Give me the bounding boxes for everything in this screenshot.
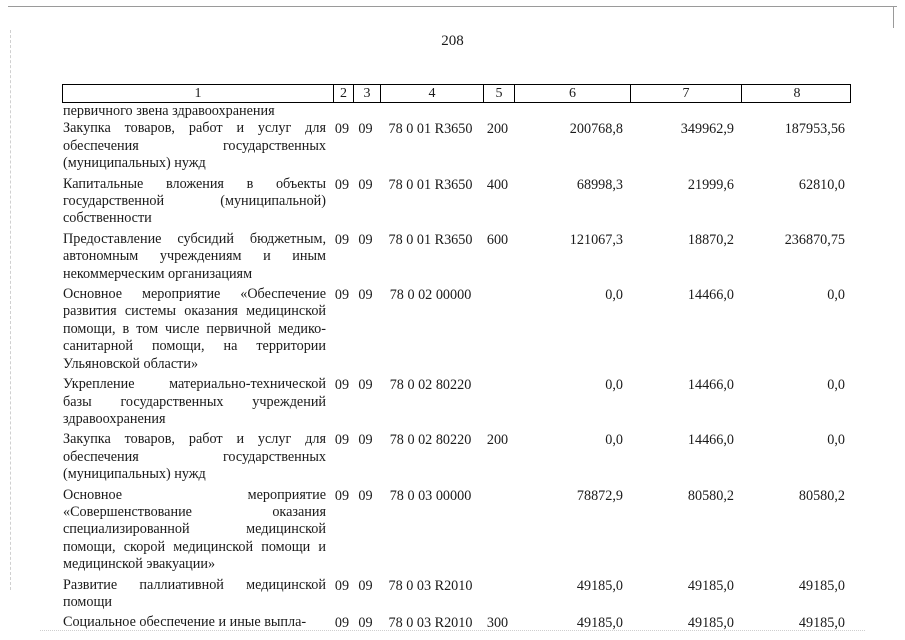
row-col-6: 200768,8 bbox=[569, 121, 623, 138]
scan-edge-top bbox=[8, 6, 897, 7]
budget-table bbox=[62, 84, 851, 633]
row-col-8: 62810,0 bbox=[798, 176, 845, 193]
header-col-5: 5 bbox=[483, 85, 514, 102]
row-col-2: 09 bbox=[334, 615, 350, 632]
row-col-2: 09 bbox=[334, 577, 350, 594]
row-col-7: 14466,0 bbox=[687, 287, 734, 304]
row-col-2 bbox=[332, 103, 352, 120]
row-col-5: 400 bbox=[486, 176, 509, 193]
scan-edge-bottom bbox=[40, 630, 865, 631]
table-row bbox=[62, 376, 851, 428]
row-col-6: 0,0 bbox=[605, 432, 623, 449]
row-col-5 bbox=[482, 286, 513, 373]
row-name: Развитие паллиативной медицинской помощи bbox=[63, 576, 326, 610]
row-col-2: 09 bbox=[334, 231, 350, 248]
row-col-6: 121067,3 bbox=[569, 231, 623, 248]
row-col-7: 49185,0 bbox=[687, 615, 734, 632]
row-col-2: 09 bbox=[334, 432, 350, 449]
row-col-4: 78 0 01 R3650 bbox=[388, 176, 473, 193]
row-col-4: 78 0 01 R3650 bbox=[388, 121, 473, 138]
row-col-6: 68998,3 bbox=[576, 176, 623, 193]
row-name: Закупка товаров, работ и услуг для обеспечения государственных (муниципальных) нужд bbox=[63, 431, 326, 483]
row-col-4: 78 0 02 80220 bbox=[389, 432, 472, 449]
row-col-5: 300 bbox=[486, 615, 509, 632]
row-col-5 bbox=[482, 577, 513, 612]
row-col-2: 09 bbox=[334, 287, 350, 304]
row-col-2: 09 bbox=[334, 487, 350, 504]
row-col-5: 200 bbox=[486, 121, 509, 138]
row-name: Социальное обеспечение и иные выпла- bbox=[63, 614, 307, 631]
row-col-4: 78 0 02 80220 bbox=[389, 377, 472, 394]
table-row bbox=[62, 487, 851, 574]
row-col-8: 80580,2 bbox=[798, 487, 845, 504]
table-row bbox=[62, 120, 851, 172]
row-col-3 bbox=[352, 103, 379, 120]
header-col-7: 7 bbox=[630, 85, 741, 102]
header-col-2: 2 bbox=[333, 85, 353, 102]
row-col-4 bbox=[379, 103, 482, 120]
table-row bbox=[62, 577, 851, 612]
row-col-2: 09 bbox=[334, 176, 350, 193]
scan-edge-left bbox=[10, 30, 11, 590]
row-col-8 bbox=[740, 103, 851, 120]
row-col-2: 09 bbox=[334, 121, 350, 138]
row-col-3: 09 bbox=[358, 615, 373, 632]
row-col-7: 14466,0 bbox=[687, 432, 734, 449]
row-col-3: 09 bbox=[358, 287, 373, 304]
row-col-3: 09 bbox=[358, 377, 373, 394]
row-name: Основное мероприятие «Обеспечение развития системы оказания медицинской помощи, в том числе первичной медико-санитарной помощи, на территории Ульяновской области» bbox=[63, 286, 326, 372]
table-row bbox=[62, 103, 851, 120]
row-col-7: 49185,0 bbox=[687, 577, 734, 594]
row-col-8: 0,0 bbox=[827, 432, 845, 449]
row-name: Закупка товаров, работ и услуг для обеспечения государственных (муниципальных) нужд bbox=[63, 120, 326, 172]
table-row bbox=[62, 231, 851, 283]
header-col-3: 3 bbox=[353, 85, 380, 102]
row-name: Основное мероприятие «Совершенствование оказания специализированной медицинской помощи, скорой медицинской помощи и медицинской эвакуации» bbox=[63, 486, 326, 573]
row-col-6: 49185,0 bbox=[576, 615, 623, 632]
row-col-5 bbox=[482, 487, 513, 574]
table-row bbox=[62, 431, 851, 483]
row-col-8: 49185,0 bbox=[798, 577, 845, 594]
table-header bbox=[62, 84, 851, 103]
table-row bbox=[62, 176, 851, 228]
row-col-7: 80580,2 bbox=[687, 487, 734, 504]
table-body bbox=[62, 103, 851, 633]
row-col-7: 18870,2 bbox=[687, 231, 734, 248]
row-col-5 bbox=[482, 376, 513, 428]
row-name: Капитальные вложения в объекты государственной (муниципальной) собственности bbox=[63, 175, 326, 227]
scan-edge-right bbox=[893, 6, 894, 28]
row-col-6: 78872,9 bbox=[576, 487, 623, 504]
row-col-4: 78 0 03 00000 bbox=[389, 487, 472, 504]
row-col-7 bbox=[629, 103, 740, 120]
row-col-7: 14466,0 bbox=[687, 377, 734, 394]
row-col-6: 49185,0 bbox=[576, 577, 623, 594]
row-col-6: 0,0 bbox=[605, 377, 623, 394]
row-col-6: 0,0 bbox=[605, 287, 623, 304]
row-col-5: 200 bbox=[486, 432, 509, 449]
row-col-3: 09 bbox=[358, 176, 373, 193]
row-col-7: 21999,6 bbox=[687, 176, 734, 193]
header-col-6: 6 bbox=[514, 85, 630, 102]
row-name: первичного звена здравоохранения bbox=[63, 103, 275, 119]
row-col-6 bbox=[513, 103, 629, 120]
table-row bbox=[62, 286, 851, 373]
row-name: Укрепление материально-технической базы государственных учреждений здравоохранения bbox=[63, 376, 326, 427]
row-col-2: 09 bbox=[334, 377, 350, 394]
header-col-1: 1 bbox=[194, 86, 202, 101]
row-col-7: 349962,9 bbox=[680, 121, 734, 138]
page-number: 208 bbox=[441, 33, 464, 49]
header-col-8: 8 bbox=[741, 85, 852, 102]
row-col-3: 09 bbox=[358, 577, 373, 594]
row-col-3: 09 bbox=[358, 432, 373, 449]
row-col-8: 49185,0 bbox=[798, 615, 845, 632]
row-col-4: 78 0 02 00000 bbox=[389, 287, 472, 304]
row-name: Предоставление субсидий бюджетным, автономным учреждениям и иным некоммерческим организациям bbox=[63, 230, 326, 282]
row-col-4: 78 0 03 R2010 bbox=[388, 615, 473, 632]
row-col-8: 0,0 bbox=[827, 287, 845, 304]
row-col-4: 78 0 03 R2010 bbox=[388, 577, 473, 594]
row-col-8: 187953,56 bbox=[784, 121, 845, 138]
row-col-8: 0,0 bbox=[827, 377, 845, 394]
header-col-4: 4 bbox=[380, 85, 483, 102]
row-col-5 bbox=[482, 103, 513, 120]
row-col-4: 78 0 01 R3650 bbox=[388, 231, 473, 248]
row-col-3: 09 bbox=[358, 487, 373, 504]
row-col-3: 09 bbox=[358, 231, 373, 248]
row-col-8: 236870,75 bbox=[784, 231, 845, 248]
row-col-3: 09 bbox=[358, 121, 373, 138]
row-col-5: 600 bbox=[486, 231, 509, 248]
